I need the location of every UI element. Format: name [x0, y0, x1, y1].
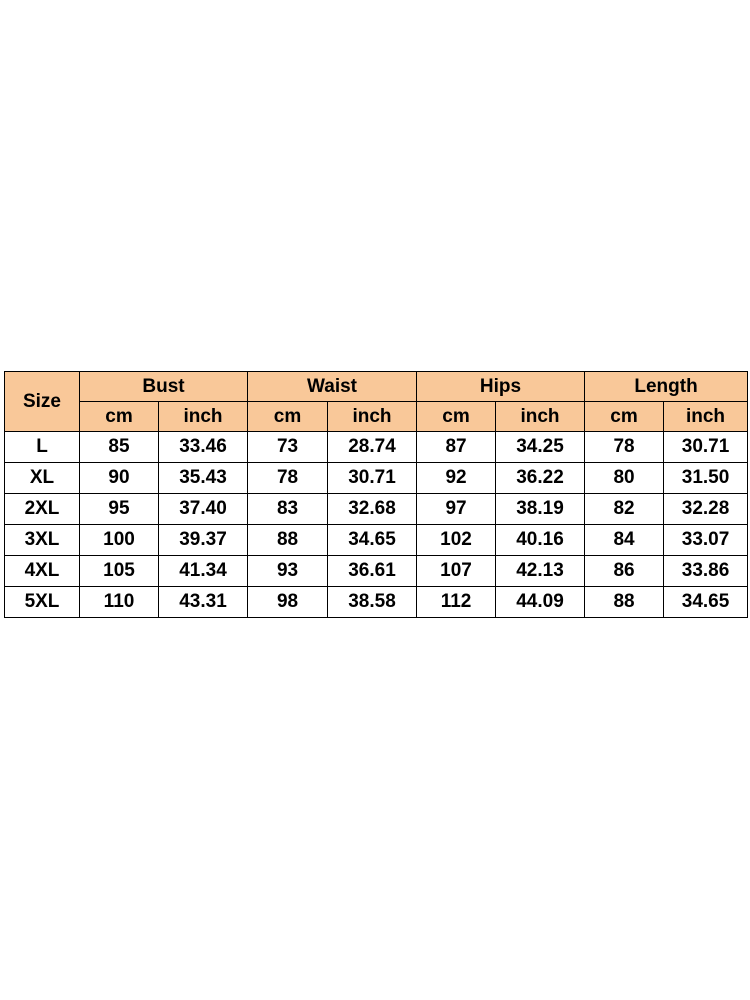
- measurement-cell: 102: [417, 525, 496, 556]
- measurement-cell: 73: [248, 432, 328, 463]
- unit-header: inch: [664, 402, 748, 432]
- measurement-cell: 98: [248, 587, 328, 618]
- measurement-cell: 36.22: [496, 463, 585, 494]
- measurement-cell: 110: [80, 587, 159, 618]
- measurement-cell: 105: [80, 556, 159, 587]
- measurement-cell: 82: [585, 494, 664, 525]
- header-row-units: [5, 402, 748, 432]
- measurement-cell: 97: [417, 494, 496, 525]
- table-row: [5, 556, 748, 587]
- measurement-cell: 93: [248, 556, 328, 587]
- measurement-cell: 37.40: [159, 494, 248, 525]
- table-body: [5, 432, 748, 618]
- table-row: [5, 432, 748, 463]
- size-cell: XL: [5, 463, 80, 494]
- measurement-cell: 40.16: [496, 525, 585, 556]
- measurement-cell: 30.71: [328, 463, 417, 494]
- unit-header: inch: [159, 402, 248, 432]
- measurement-cell: 92: [417, 463, 496, 494]
- measurement-cell: 28.74: [328, 432, 417, 463]
- header-row-groups: [5, 372, 748, 402]
- size-cell: 2XL: [5, 494, 80, 525]
- measurement-cell: 43.31: [159, 587, 248, 618]
- measurement-cell: 33.46: [159, 432, 248, 463]
- unit-header: cm: [80, 402, 159, 432]
- unit-header: cm: [248, 402, 328, 432]
- group-header-hips: Hips: [417, 372, 585, 402]
- size-header: Size: [5, 372, 80, 432]
- measurement-cell: 41.34: [159, 556, 248, 587]
- measurement-cell: 88: [248, 525, 328, 556]
- measurement-cell: 34.65: [664, 587, 748, 618]
- measurement-cell: 83: [248, 494, 328, 525]
- measurement-cell: 78: [248, 463, 328, 494]
- measurement-cell: 36.61: [328, 556, 417, 587]
- measurement-cell: 38.19: [496, 494, 585, 525]
- measurement-cell: 100: [80, 525, 159, 556]
- measurement-cell: 42.13: [496, 556, 585, 587]
- unit-header: inch: [496, 402, 585, 432]
- measurement-cell: 31.50: [664, 463, 748, 494]
- size-cell: L: [5, 432, 80, 463]
- measurement-cell: 44.09: [496, 587, 585, 618]
- measurement-cell: 34.65: [328, 525, 417, 556]
- size-cell: 5XL: [5, 587, 80, 618]
- unit-header: cm: [585, 402, 664, 432]
- measurement-cell: 30.71: [664, 432, 748, 463]
- measurement-cell: 39.37: [159, 525, 248, 556]
- group-header-bust: Bust: [80, 372, 248, 402]
- measurement-cell: 112: [417, 587, 496, 618]
- table-row: [5, 463, 748, 494]
- unit-header: cm: [417, 402, 496, 432]
- group-header-length: Length: [585, 372, 748, 402]
- table-row: [5, 587, 748, 618]
- measurement-cell: 95: [80, 494, 159, 525]
- measurement-cell: 86: [585, 556, 664, 587]
- measurement-cell: 88: [585, 587, 664, 618]
- measurement-cell: 32.28: [664, 494, 748, 525]
- measurement-cell: 85: [80, 432, 159, 463]
- measurement-cell: 84: [585, 525, 664, 556]
- measurement-cell: 107: [417, 556, 496, 587]
- measurement-cell: 33.07: [664, 525, 748, 556]
- unit-header: inch: [328, 402, 417, 432]
- measurement-cell: 90: [80, 463, 159, 494]
- table-row: [5, 525, 748, 556]
- table-row: [5, 494, 748, 525]
- size-cell: 4XL: [5, 556, 80, 587]
- measurement-cell: 38.58: [328, 587, 417, 618]
- measurement-cell: 78: [585, 432, 664, 463]
- size-chart-table: [4, 371, 748, 618]
- group-header-waist: Waist: [248, 372, 417, 402]
- measurement-cell: 80: [585, 463, 664, 494]
- size-cell: 3XL: [5, 525, 80, 556]
- measurement-cell: 35.43: [159, 463, 248, 494]
- measurement-cell: 34.25: [496, 432, 585, 463]
- measurement-cell: 32.68: [328, 494, 417, 525]
- measurement-cell: 87: [417, 432, 496, 463]
- measurement-cell: 33.86: [664, 556, 748, 587]
